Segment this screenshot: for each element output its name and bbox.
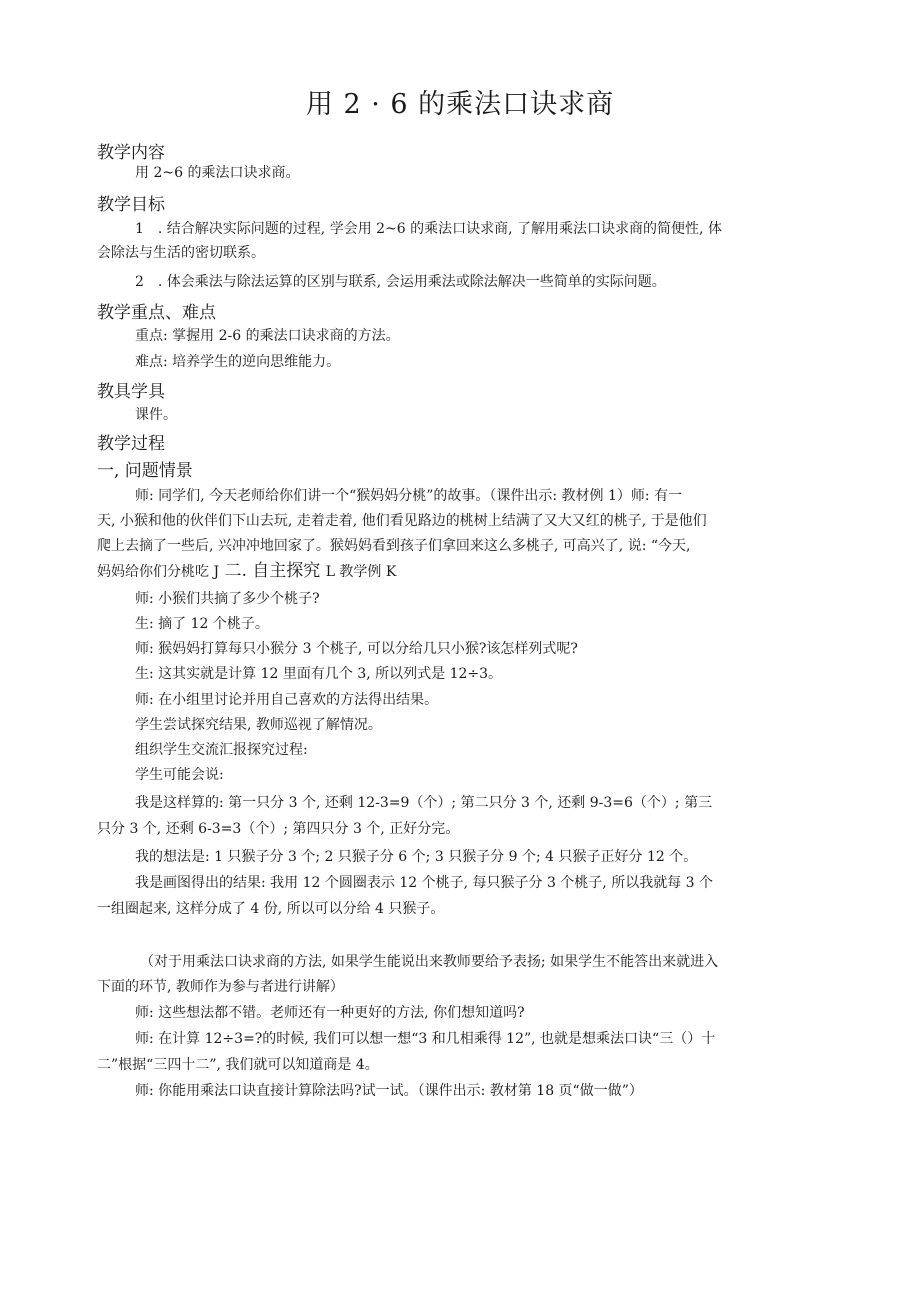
method-1-line-2: 只分 3 个, 还剩 6-3=3（个）; 第四只分 3 个, 正好分完。 bbox=[97, 821, 460, 837]
method-3-line-2: 一组圈起来, 这样分成了 4 份, 所以可以分给 4 只猴子。 bbox=[97, 901, 445, 917]
story-line-4-end: L 教学例 K bbox=[325, 564, 397, 580]
document-title: 用 2 · 6 的乘法口诀求商 bbox=[305, 89, 615, 120]
story-line-2: 天, 小猴和他的伙伴们下山去玩, 走着走着, 他们看见路边的桃树上结满了又大又红的桃子, 于是他们 bbox=[97, 513, 707, 529]
difficult-point: 难点: 培养学生的逆向思维能力。 bbox=[135, 354, 341, 370]
teacher-explain-line-2: 二”根据“三四十二”, 我们就可以知道商是 4。 bbox=[97, 1057, 379, 1073]
heading-tools: 教具学具 bbox=[97, 382, 165, 402]
teacher-practice: 师: 你能用乘法口诀直接计算除法吗?试一试。（课件出示: 教材第 18 页“做一做”） bbox=[135, 1083, 643, 1099]
student-answer-1: 生: 摘了 12 个桃子。 bbox=[135, 616, 269, 632]
teacher-instruction: 师: 在小组里讨论并用自己喜欢的方法得出结果。 bbox=[135, 692, 439, 708]
heading-goals: 教学目标 bbox=[97, 195, 165, 215]
heading-process: 教学过程 bbox=[97, 434, 165, 454]
student-answer-2: 生: 这其实就是计算 12 里面有几个 3, 所以列式是 12÷3。 bbox=[135, 666, 503, 682]
heading-key-points: 教学重点、难点 bbox=[97, 303, 216, 323]
key-point: 重点: 掌握用 2-6 的乘法口诀求商的方法。 bbox=[135, 328, 400, 344]
note-line-1: （对于用乘法口诀求商的方法, 如果学生能说出来教师要给予表扬; 如果学生不能答出来就进入 bbox=[140, 954, 719, 970]
story-line-1: 师: 同学们, 今天老师给你们讲一个“猴妈妈分桃”的故事。（课件出示: 教材例 1）师: 有一 bbox=[135, 488, 683, 504]
goal-2: 2 . 体会乘法与除法运算的区别与联系, 会运用乘法或除法解决一些简单的实际问题。 bbox=[135, 274, 666, 290]
goal-1-line-1: 1 . 结合解决实际问题的过程, 学会用 2~6 的乘法口诀求商, 了解用乘法口诀求商的简便性, 体 bbox=[135, 221, 722, 237]
method-3-line-1: 我是画图得出的结果: 我用 12 个圆圈表示 12 个桃子, 每只猴子分 3 个桃子, 所以我就每 3 个 bbox=[135, 875, 714, 891]
heading-content: 教学内容 bbox=[97, 143, 165, 163]
story-line-3: 爬上去摘了一些后, 兴冲冲地回家了。猴妈妈看到孩子们拿回来这么多桃子, 可高兴了, 说: “今天, bbox=[97, 538, 691, 554]
teacher-question-2: 师: 猴妈妈打算每只小猴分 3 个桃子, 可以分给几只小猴?该怎样列式呢? bbox=[135, 641, 578, 657]
subheading-self-explore: 二. 自主探究 bbox=[219, 561, 326, 581]
tools-text: 课件。 bbox=[135, 407, 177, 423]
content-text: 用 2~6 的乘法口诀求商。 bbox=[135, 165, 300, 181]
story-line-4 bbox=[97, 559, 396, 584]
method-2: 我的想法是: 1 只猴子分 3 个; 2 只猴子分 6 个; 3 只猴子分 9 个; 4 只猴子正好分 12 个。 bbox=[135, 849, 698, 865]
method-1-line-1: 我是这样算的: 第一只分 3 个, 还剩 12-3=9（个）; 第二只分 3 个, 还剩 9-3=6（个）; 第三 bbox=[135, 795, 713, 811]
goal-1-line-2: 会除法与生活的密切联系。 bbox=[97, 245, 265, 261]
teacher-question-1: 师: 小猴们共摘了多少个桃子? bbox=[135, 591, 320, 607]
subheading-problem-scenario: 一, 问题情景 bbox=[97, 461, 193, 481]
teacher-praise: 师: 这些想法都不错。老师还有一种更好的方法, 你们想知道吗? bbox=[135, 1005, 525, 1021]
story-line-4-start: 妈妈给你们分桃吃 J bbox=[97, 564, 220, 580]
students-may-say: 学生可能会说: bbox=[135, 767, 224, 783]
teacher-explain-line-1: 师: 在计算 12÷3=?的时候, 我们可以想一想“3 和几相乘得 12”, 也就是想乘法口诀“三（）十 bbox=[135, 1031, 716, 1047]
note-line-2: 下面的环节, 教师作为参与者进行讲解） bbox=[97, 979, 344, 995]
student-explore: 学生尝试探究结果, 教师巡视了解情况。 bbox=[135, 717, 382, 733]
organize-report: 组织学生交流汇报探究过程: bbox=[135, 742, 308, 758]
